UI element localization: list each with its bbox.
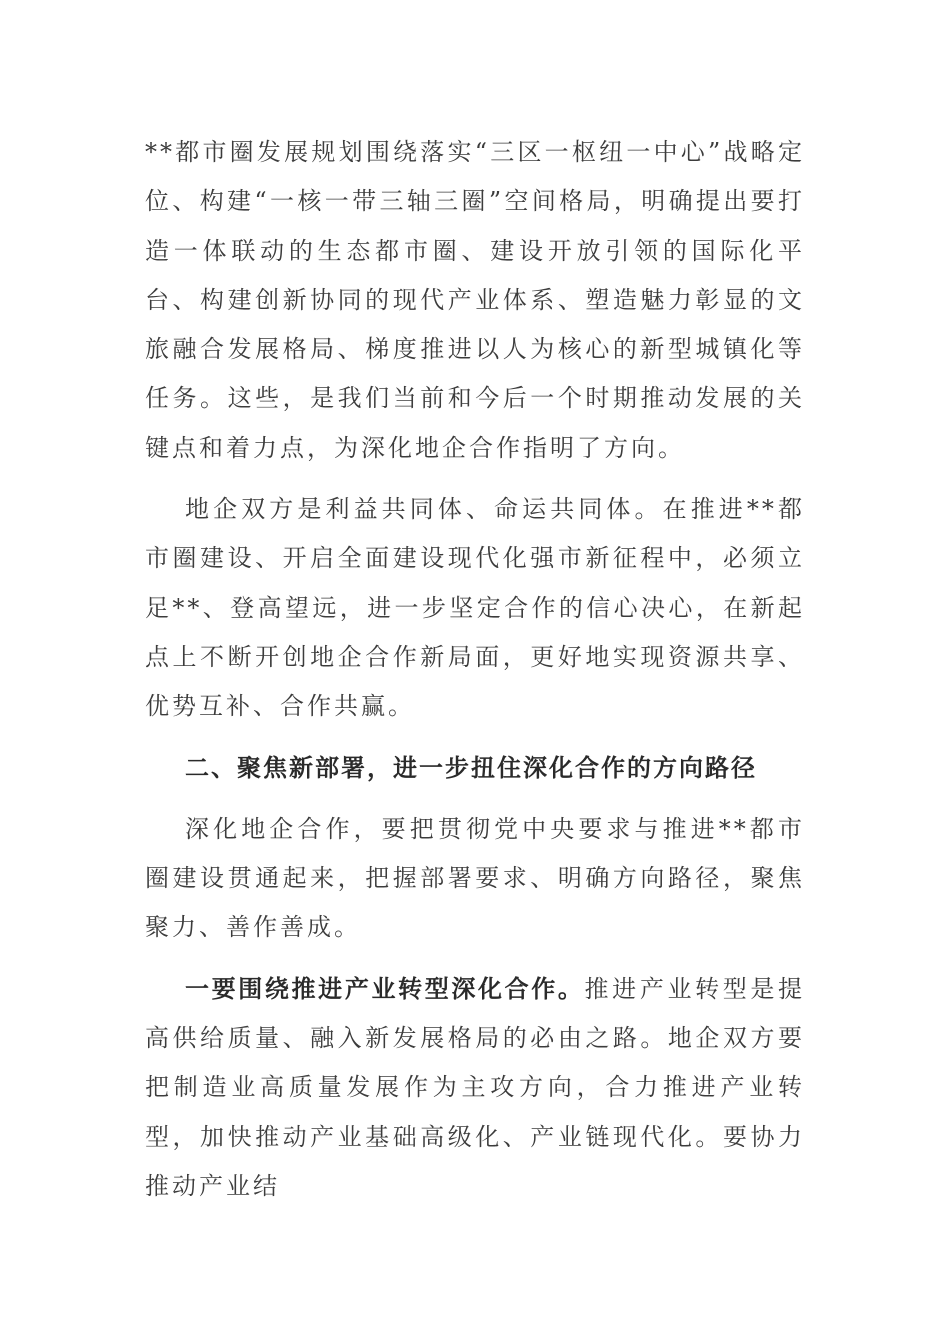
paragraph-deepen-cooperation: 深化地企合作，要把贯彻党中央要求与推进**都市圈建设贯通起来，把握部署要求、明确方向路径，聚焦聚力、善作善成。 xyxy=(145,814,805,942)
paragraph-planning: **都市圈发展规划围绕落实“三区一枢纽一中心”战略定位、构建“一核一带三轴三圈”空间格局，明确提出要打造一体联动的生态都市圈、建设开放引领的国际化平台、构建创新协同的现代产业体系、塑造魅力彰显的文旅融合发展格局、梯度推进以人为核心的新型城镇化等任务。这些，是我们当前和今后一个时期推动发展的关键点和着力点，为深化地企合作指明了方向。 xyxy=(145,138,805,462)
paragraph-community: 地企双方是利益共同体、命运共同体。在推进**都市圈建设、开启全面建设现代化强市新征程中，必须立足**、登高望远，进一步坚定合作的信心决心，在新起点上不断开创地企合作新局面，更好地实现资源共享、优势互补、合作共赢。 xyxy=(145,495,805,721)
document-page xyxy=(145,128,805,1223)
paragraph-industrial-transformation xyxy=(145,965,805,1211)
paragraph-lead: 一要围绕推进产业转型深化合作。 xyxy=(185,974,585,1003)
paragraph-body: 推进产业转型是提高供给质量、融入新发展格局的必由之路。地企双方要把制造业高质量发展作为主攻方向，合力推进产业转型，加快推动产业基础高级化、产业链现代化。要协力推动产业结 xyxy=(145,974,806,1200)
section-heading: 二、聚焦新部署，进一步扭住深化合作的方向路径 xyxy=(185,753,757,782)
